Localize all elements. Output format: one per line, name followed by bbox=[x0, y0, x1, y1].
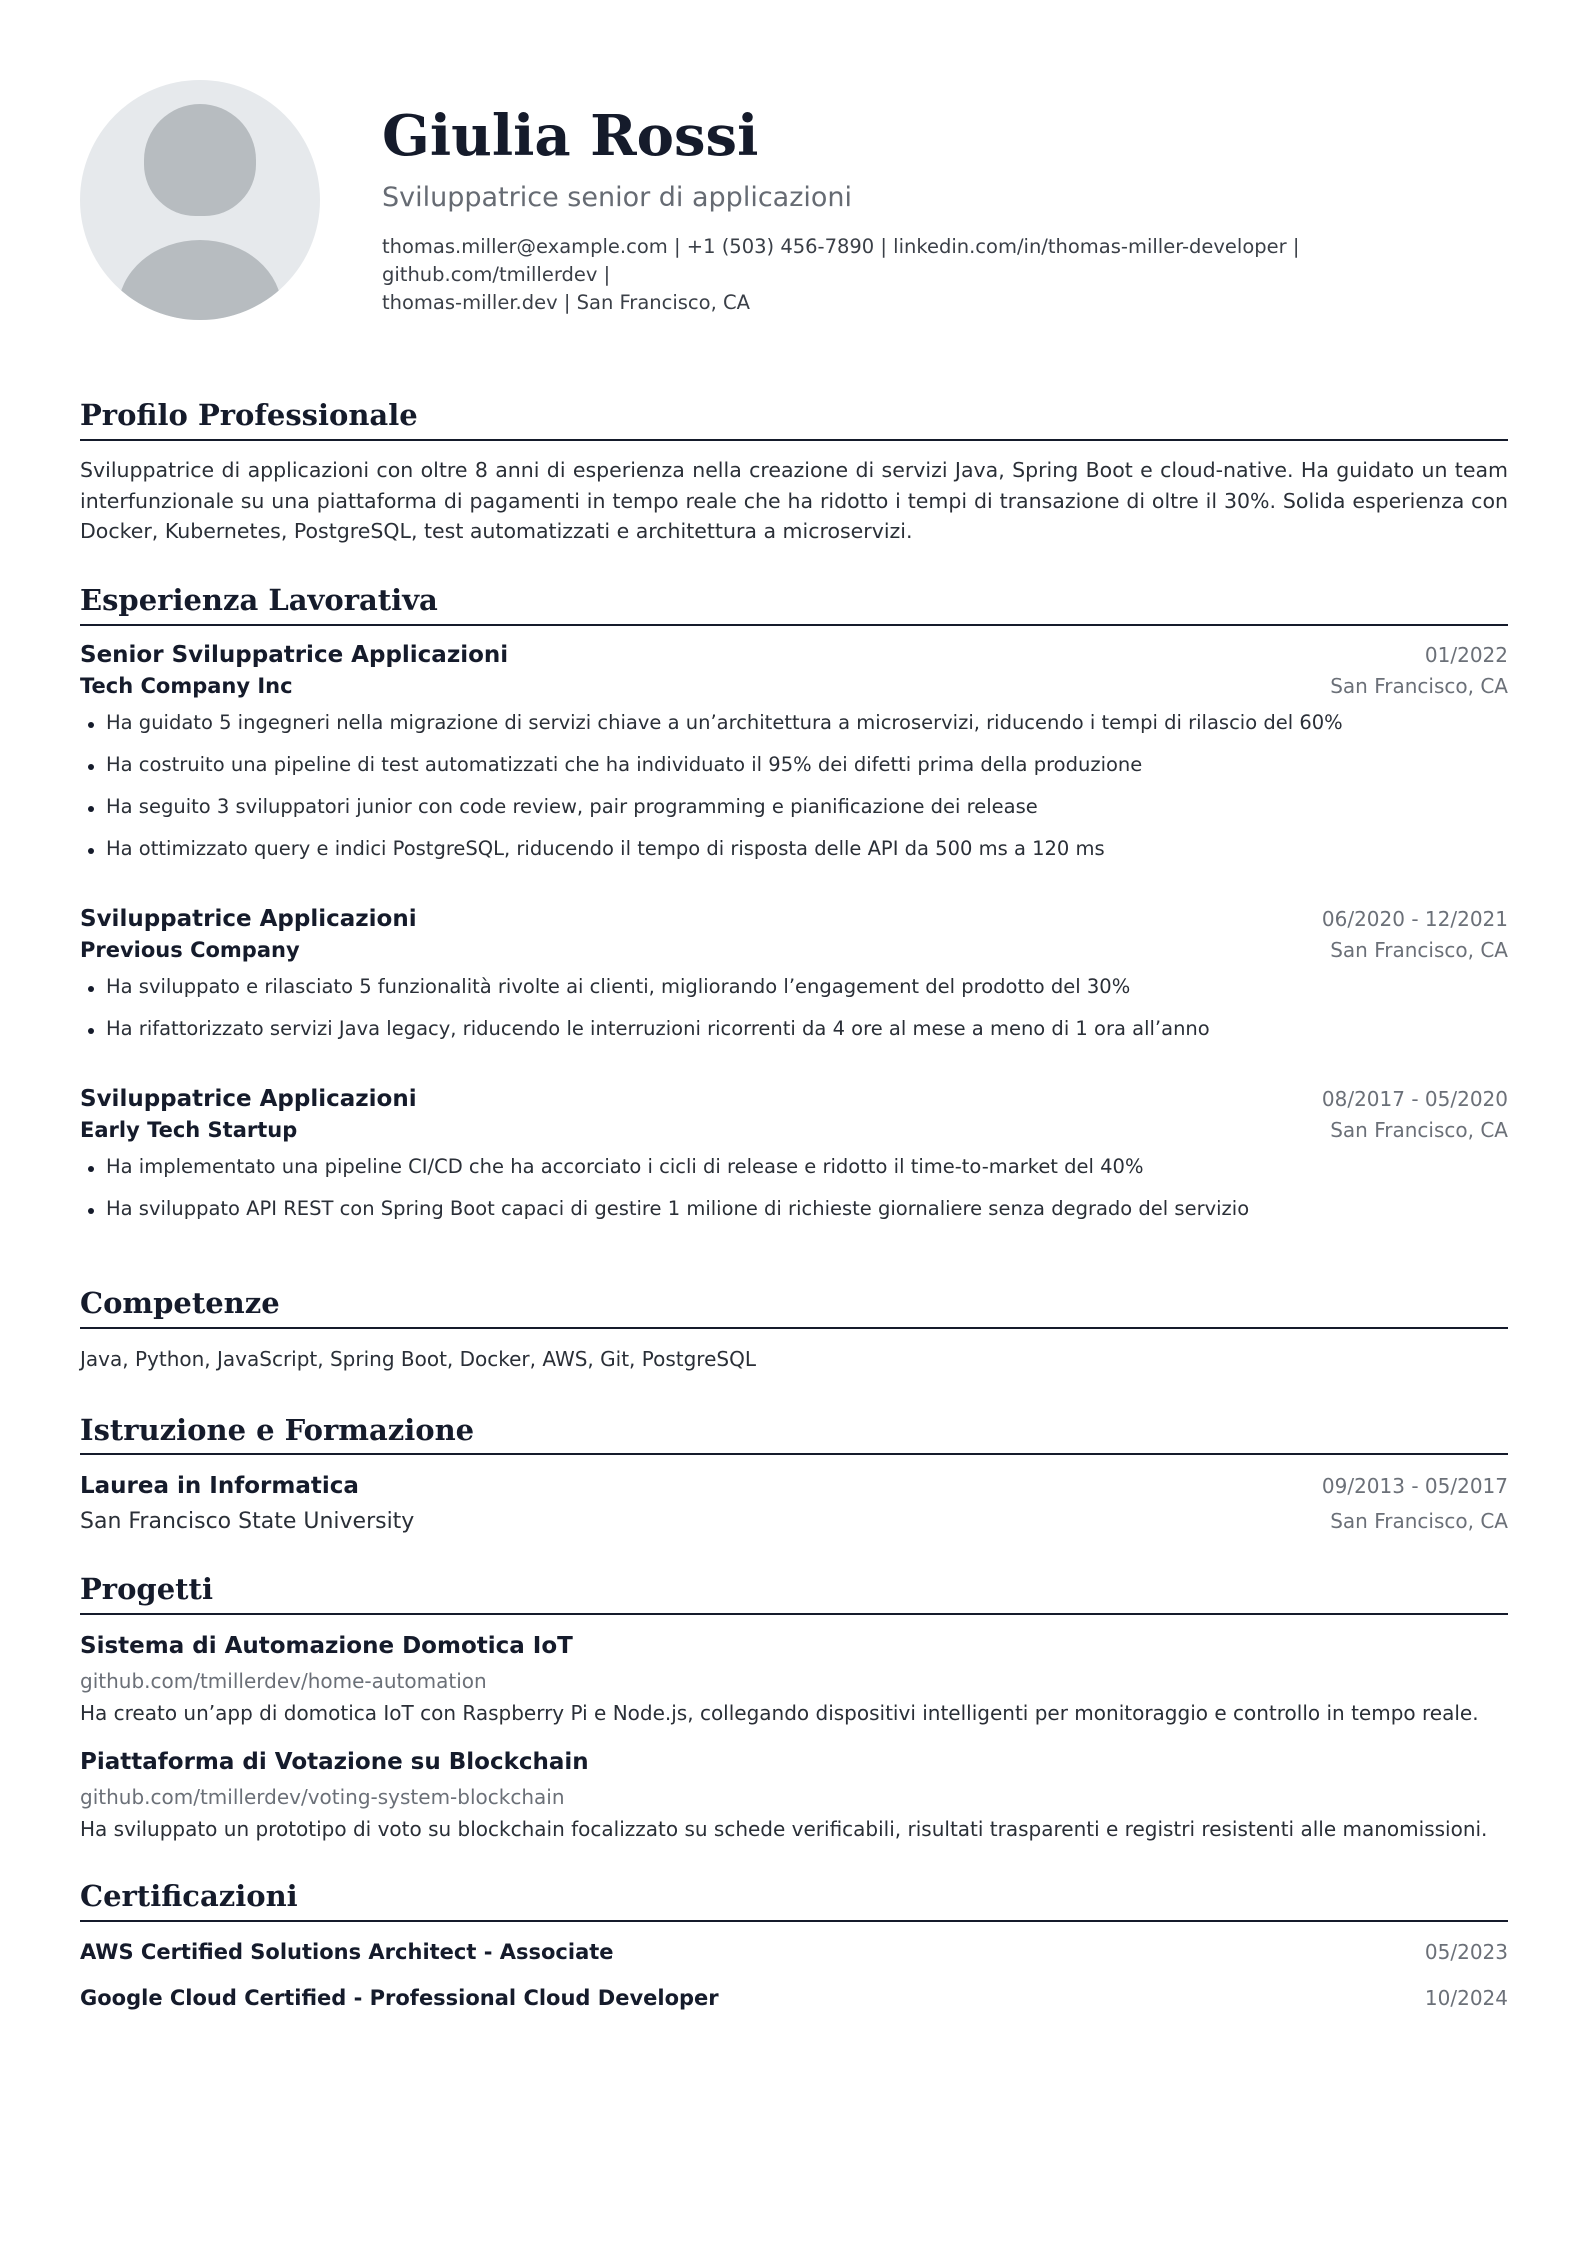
project-entry bbox=[80, 1749, 1508, 1841]
job-date: 08/2017 - 05/2020 bbox=[1321, 1086, 1508, 1111]
job-bullets bbox=[80, 702, 1508, 870]
job-bullet: Ha ottimizzato query e indici PostgreSQL, riducendo il tempo di risposta delle API da 500 ms a 120 ms bbox=[80, 828, 1508, 870]
project-link[interactable]: github.com/tmillerdev/voting-system-blockchain bbox=[80, 1785, 565, 1810]
summary-section bbox=[80, 398, 1508, 547]
job-bullet: Ha sviluppato API REST con Spring Boot capaci di gestire 1 milione di richieste giornaliere senza degrado del servizio bbox=[80, 1188, 1508, 1230]
job-bullet: Ha rifattorizzato servizi Java legacy, riducendo le interruzioni ricorrenti da 4 ore al mese a meno di 1 ora all’anno bbox=[80, 1008, 1508, 1050]
education-date: 09/2013 - 05/2017 bbox=[1321, 1474, 1508, 1499]
job-bullets bbox=[80, 1146, 1508, 1230]
job-subheader bbox=[80, 1118, 1508, 1142]
job-title: Sviluppatrice Applicazioni bbox=[80, 905, 417, 932]
job-bullet: Ha costruito una pipeline di test automatizzati che ha individuato il 95% dei difetti prima della produzione bbox=[80, 744, 1508, 786]
certification-entry bbox=[80, 1986, 1508, 2010]
job-entry bbox=[80, 906, 1508, 1050]
section-title: Profilo Professionale bbox=[80, 398, 1508, 441]
project-title: Sistema di Automazione Domotica IoT bbox=[80, 1633, 573, 1660]
education-section bbox=[80, 1413, 1508, 1535]
avatar-body-icon bbox=[118, 240, 282, 320]
section-title: Competenze bbox=[80, 1286, 1508, 1329]
certification-name: Google Cloud Certified - Professional Cloud Developer bbox=[80, 1986, 719, 2011]
education-header bbox=[80, 1473, 1508, 1499]
contact-info bbox=[382, 233, 1508, 318]
school-name: San Francisco State University bbox=[80, 1509, 415, 1535]
education-location: San Francisco, CA bbox=[1330, 1509, 1508, 1534]
job-location: San Francisco, CA bbox=[1330, 1117, 1508, 1142]
project-entry bbox=[80, 1633, 1508, 1725]
job-header bbox=[80, 1086, 1508, 1112]
certification-name: AWS Certified Solutions Architect - Associate bbox=[80, 1940, 614, 1965]
project-title: Piattaforma di Votazione su Blockchain bbox=[80, 1749, 589, 1776]
job-entry bbox=[80, 642, 1508, 870]
education-subheader bbox=[80, 1509, 1508, 1534]
summary-text: Sviluppatrice di applicazioni con oltre 8 anni di esperienza nella creazione di servizi Java, Spring Boot e cloud-native. Ha guidato un team interfunzionale su una piattaforma di pagamenti in tempo reale che ha ridotto i tempi di transazione di oltre il 30%. Solida esperienza con Docker, Kubernetes, PostgreSQL, test automatizzati e architettura a microservizi. bbox=[80, 457, 1508, 544]
certifications-section bbox=[80, 1879, 1508, 2010]
job-title: Senior Sviluppatrice Applicazioni bbox=[80, 641, 509, 668]
contact-line: thomas.miller@example.com | +1 (503) 456-7890 | linkedin.com/in/thomas-miller-developer | github.com/tmillerdev | bbox=[382, 234, 1300, 287]
project-description: Ha sviluppato un prototipo di voto su blockchain focalizzato su schede verificabili, risultati trasparenti e registri resistenti alle manomissioni. bbox=[80, 1817, 1488, 1842]
degree-title: Laurea in Informatica bbox=[80, 1473, 359, 1500]
certification-entry bbox=[80, 1940, 1508, 1964]
contact-line: thomas-miller.dev | San Francisco, CA bbox=[382, 291, 750, 315]
candidate-name: Giulia Rossi bbox=[382, 103, 759, 169]
section-title: Esperienza Lavorativa bbox=[80, 583, 1508, 626]
avatar bbox=[80, 80, 320, 320]
job-header bbox=[80, 642, 1508, 668]
certification-date: 10/2024 bbox=[1424, 1986, 1508, 2011]
job-company: Tech Company Inc bbox=[80, 673, 293, 698]
job-company: Early Tech Startup bbox=[80, 1117, 298, 1142]
job-location: San Francisco, CA bbox=[1330, 937, 1508, 962]
job-header bbox=[80, 906, 1508, 932]
projects-section bbox=[80, 1572, 1508, 1841]
section-title: Istruzione e Formazione bbox=[80, 1413, 1508, 1456]
job-company: Previous Company bbox=[80, 937, 300, 962]
resume-header bbox=[80, 0, 1508, 330]
project-description: Ha creato un’app di domotica IoT con Raspberry Pi e Node.js, collegando dispositivi intelligenti per monitoraggio e controllo in tempo reale. bbox=[80, 1701, 1479, 1726]
skills-section bbox=[80, 1286, 1508, 1371]
job-date: 01/2022 bbox=[1424, 642, 1508, 667]
experience-section bbox=[80, 583, 1508, 1230]
job-date: 06/2020 - 12/2021 bbox=[1321, 906, 1508, 931]
candidate-headline: Sviluppatrice senior di applicazioni bbox=[382, 182, 853, 214]
job-title: Sviluppatrice Applicazioni bbox=[80, 1085, 417, 1112]
project-link[interactable]: github.com/tmillerdev/home-automation bbox=[80, 1669, 487, 1694]
job-bullet: Ha sviluppato e rilasciato 5 funzionalità rivolte ai clienti, migliorando l’engagement del prodotto del 30% bbox=[80, 966, 1508, 1008]
job-bullets bbox=[80, 966, 1508, 1050]
job-subheader bbox=[80, 938, 1508, 962]
job-bullet: Ha guidato 5 ingegneri nella migrazione di servizi chiave a un’architettura a microservizi, riducendo i tempi di rilascio del 60% bbox=[80, 702, 1508, 744]
job-entry bbox=[80, 1086, 1508, 1230]
header-text bbox=[382, 104, 1508, 318]
resume-content bbox=[80, 0, 1508, 2032]
avatar-head-icon bbox=[144, 104, 256, 216]
job-bullet: Ha seguito 3 sviluppatori junior con code review, pair programming e pianificazione dei release bbox=[80, 786, 1508, 828]
skills-list: Java, Python, JavaScript, Spring Boot, Docker, AWS, Git, PostgreSQL bbox=[80, 1346, 756, 1371]
section-title: Certificazioni bbox=[80, 1879, 1508, 1922]
job-bullet: Ha implementato una pipeline CI/CD che ha accorciato i cicli di release e ridotto il time-to-market del 40% bbox=[80, 1146, 1508, 1188]
job-subheader bbox=[80, 674, 1508, 698]
section-title: Progetti bbox=[80, 1572, 1508, 1615]
job-location: San Francisco, CA bbox=[1330, 673, 1508, 698]
certification-date: 05/2023 bbox=[1424, 1940, 1508, 1965]
